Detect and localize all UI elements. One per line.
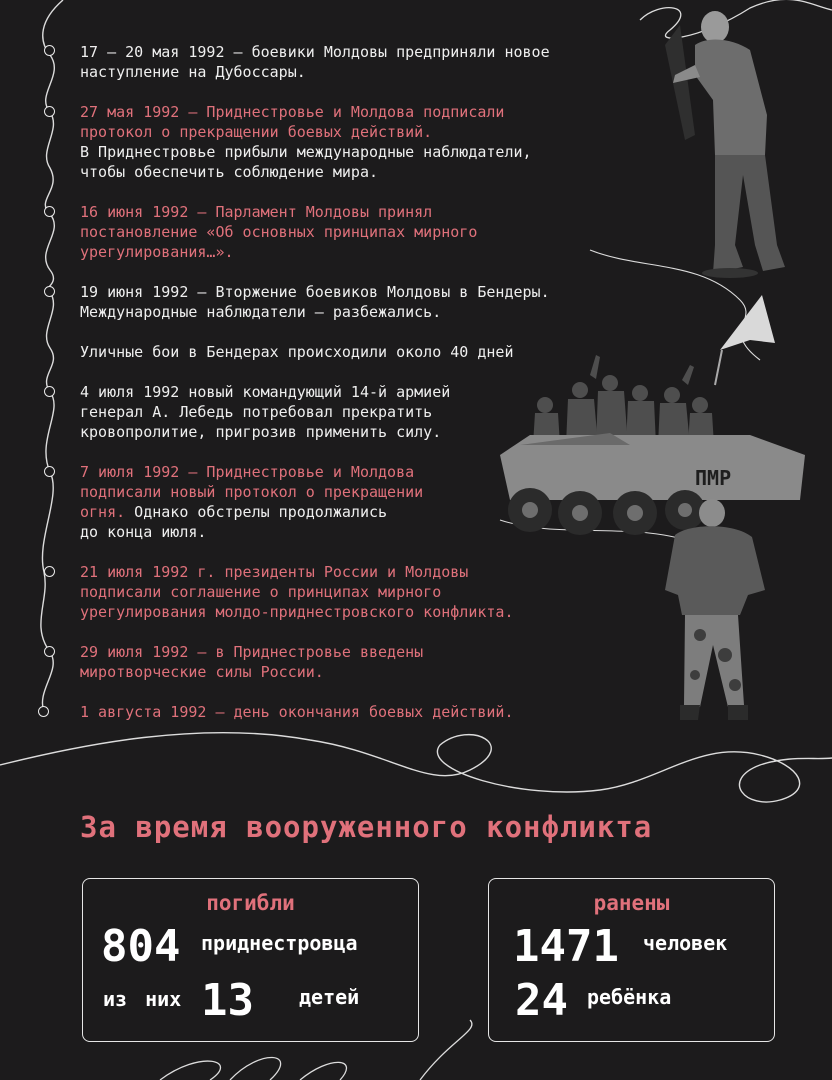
- timeline-dot: [44, 286, 55, 297]
- killed-count-label: приднестровца: [201, 931, 358, 955]
- wounded-title: ранены: [593, 891, 670, 915]
- timeline-dot: [44, 466, 55, 477]
- wounded-children-count: 24: [515, 975, 568, 1026]
- timeline-dot: [44, 206, 55, 217]
- timeline-event: 17 – 20 мая 1992 – боевики Молдовы предприняли новое наступление на Дубоссары.: [80, 43, 550, 81]
- timeline-dot: [44, 566, 55, 577]
- separator-scribble: [0, 733, 832, 802]
- timeline-event: 16 июня 1992 – Парламент Молдовы принял постановление «Об основных принципах мирного урегулирования…».: [80, 203, 478, 261]
- timeline-event: 7 июля 1992 – Приднестровье и Молдова подписали новый протокол о прекращении огня. Однако обстрелы продолжались до конца июля.: [80, 463, 424, 541]
- killed-children-count: 13: [201, 975, 254, 1026]
- wounded-count: 1471: [513, 921, 619, 972]
- killed-count: 804: [101, 921, 181, 972]
- timeline-event: 19 июня 1992 – Вторжение боевиков Молдовы в Бендеры. Международные наблюдатели – разбежались.: [80, 283, 550, 321]
- timeline-dot: [44, 386, 55, 397]
- killed-children-label: детей: [299, 985, 360, 1009]
- timeline-event: 1 августа 1992 – день окончания боевых действий.: [80, 703, 514, 721]
- timeline-dot: [44, 646, 55, 657]
- killed-title: погибли: [206, 891, 295, 915]
- timeline-event: Уличные бои в Бендерах происходили около 40 дней: [80, 343, 514, 361]
- stats-heading: За время вооруженного конфликта: [80, 810, 653, 844]
- timeline-event: 29 июля 1992 – в Приднестровье введены миротворческие силы России.: [80, 643, 424, 681]
- wounded-children-label: ребёнка: [587, 985, 672, 1009]
- wounded-count-label: человек: [643, 931, 728, 955]
- timeline-event: 21 июля 1992 г. президенты России и Молдовы подписали соглашение о принципах мирного урегулирования молдо-приднестровского конфликта.: [80, 563, 514, 621]
- timeline-event: 4 июля 1992 новый командующий 14-й армией генерал А. Лебедь потребовал прекратить кровопролитие, пригрозив применить силу.: [80, 383, 451, 441]
- wounded-card: [488, 878, 775, 1042]
- killed-prefix: из них: [103, 987, 182, 1011]
- timeline-event: 27 мая 1992 – Приднестровье и Молдова подписали протокол о прекращении боевых действий. В Приднестровье прибыли международные наблюдатели, чтобы обеспечить соблюдение мира.: [80, 103, 532, 181]
- timeline-dot: [38, 706, 49, 717]
- timeline-dot: [44, 106, 55, 117]
- killed-card: [82, 878, 419, 1042]
- apc-marking: ПМР: [695, 466, 732, 490]
- timeline-dot: [44, 45, 55, 56]
